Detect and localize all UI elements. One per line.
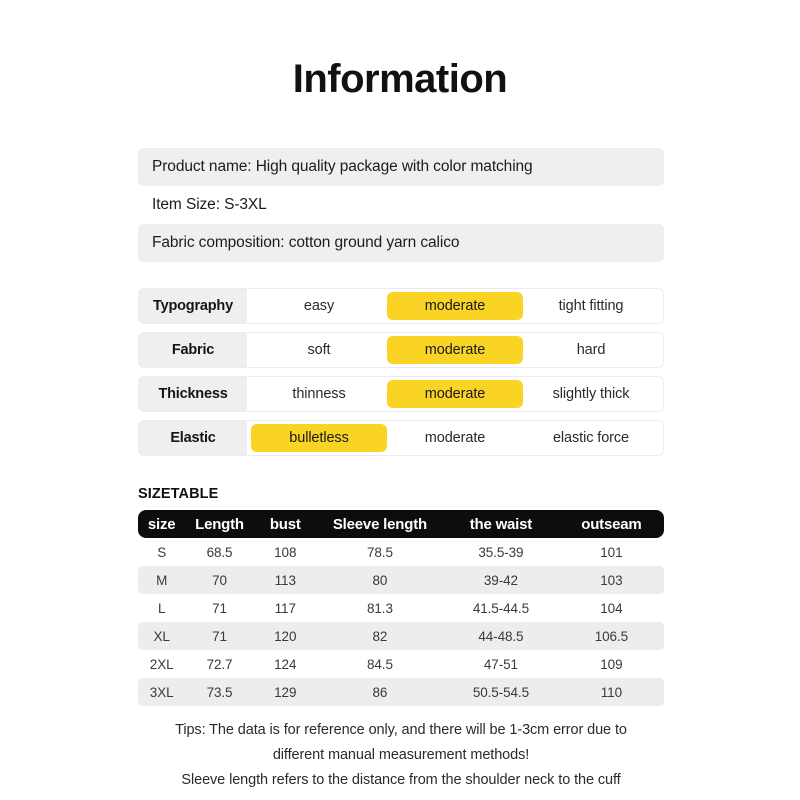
size-table-cell: 117 bbox=[274, 600, 296, 616]
size-table-cell: 124 bbox=[274, 656, 297, 672]
size-table-cell: 71 bbox=[212, 600, 227, 616]
tips-line: Tips: The data is for reference only, and there will be 1-3cm error due to bbox=[175, 722, 627, 738]
size-table-cell: 110 bbox=[559, 678, 664, 706]
size-table-cell: M bbox=[138, 566, 185, 594]
size-table-column-header: outseam bbox=[559, 510, 664, 538]
size-table-cell: 120 bbox=[254, 622, 317, 650]
size-table-cell: 47-51 bbox=[483, 656, 518, 672]
table-row bbox=[138, 594, 664, 622]
size-table-cell: 103 bbox=[559, 566, 664, 594]
attribute-row bbox=[138, 332, 664, 368]
attribute-row bbox=[138, 376, 664, 412]
size-table-cell: 101 bbox=[600, 544, 623, 560]
attribute-option[interactable]: elastic force bbox=[552, 430, 630, 446]
size-table-cell: 35.5-39 bbox=[478, 544, 524, 560]
size-table-cell: 68.5 bbox=[206, 544, 233, 560]
size-table-cell: 81.3 bbox=[366, 600, 393, 616]
attribute-option-selected[interactable]: moderate bbox=[387, 336, 523, 364]
tips-line: Sleeve length refers to the distance from the shoulder neck to the cuff bbox=[181, 771, 621, 788]
size-table-cell: 44-48.5 bbox=[443, 622, 559, 650]
product-info-block bbox=[138, 148, 664, 262]
attribute-option[interactable]: slightly thick bbox=[552, 386, 630, 402]
size-table-column-header: Length bbox=[185, 510, 253, 538]
size-table bbox=[138, 510, 664, 706]
size-table-cell: 82 bbox=[317, 622, 443, 650]
content-container bbox=[138, 148, 664, 793]
tips-line: different manual measurement methods! bbox=[272, 746, 530, 763]
size-table-cell: 71 bbox=[185, 622, 253, 650]
attribute-block bbox=[138, 288, 664, 456]
size-table-cell: 70 bbox=[185, 566, 253, 594]
table-row bbox=[138, 566, 664, 594]
attribute-label: Thickness bbox=[139, 377, 247, 411]
size-table-cell: 73.5 bbox=[185, 678, 253, 706]
page-title: Information bbox=[292, 57, 508, 101]
attribute-options bbox=[247, 289, 663, 323]
attribute-options bbox=[247, 333, 663, 367]
table-row bbox=[138, 650, 664, 678]
size-table-cell: 108 bbox=[274, 544, 297, 560]
size-table-cell: S bbox=[157, 544, 167, 560]
attribute-option[interactable]: moderate bbox=[424, 430, 486, 446]
attribute-option[interactable]: hard bbox=[576, 342, 606, 358]
attribute-option-selected[interactable]: bulletless bbox=[251, 424, 387, 452]
size-table-caption: SIZETABLE bbox=[138, 486, 219, 502]
attribute-row bbox=[138, 420, 664, 456]
size-table-head bbox=[138, 510, 664, 538]
size-table-cell: 86 bbox=[317, 678, 443, 706]
attribute-label: Typography bbox=[139, 289, 247, 323]
size-table-cell: 78.5 bbox=[366, 544, 393, 560]
size-table-cell: XL bbox=[138, 622, 185, 650]
size-table-column-header: size bbox=[138, 510, 185, 538]
size-table-cell: 109 bbox=[600, 656, 623, 672]
size-table-cell: 106.5 bbox=[559, 622, 664, 650]
size-table-cell: 50.5-54.5 bbox=[443, 678, 559, 706]
table-row bbox=[138, 538, 664, 566]
size-table-cell: 2XL bbox=[149, 656, 174, 672]
table-row bbox=[138, 678, 664, 706]
table-row bbox=[138, 622, 664, 650]
attribute-option[interactable]: thinness bbox=[292, 386, 346, 402]
attribute-row bbox=[138, 288, 664, 324]
size-table-column-header: the waist bbox=[443, 510, 559, 538]
size-table-column-header: bust bbox=[254, 510, 317, 538]
size-table-cell: 129 bbox=[254, 678, 317, 706]
product-info-row: Fabric composition: cotton ground yarn calico bbox=[138, 224, 664, 262]
attribute-option-selected[interactable]: moderate bbox=[387, 292, 523, 320]
size-table-cell: 72.7 bbox=[206, 656, 233, 672]
size-table-block bbox=[138, 486, 664, 706]
size-table-cell: 41.5-44.5 bbox=[472, 600, 529, 616]
attribute-label: Elastic bbox=[139, 421, 247, 455]
size-table-cell: 80 bbox=[317, 566, 443, 594]
size-table-column-header: Sleeve length bbox=[317, 510, 443, 538]
attribute-label: Fabric bbox=[139, 333, 247, 367]
product-info-row: Item Size: S-3XL bbox=[138, 186, 664, 224]
size-table-cell: L bbox=[157, 600, 166, 616]
size-table-cell: 84.5 bbox=[366, 656, 393, 672]
size-table-header-row bbox=[138, 510, 664, 538]
attribute-options bbox=[247, 377, 663, 411]
attribute-option[interactable]: tight fitting bbox=[558, 298, 624, 314]
size-table-cell: 39-42 bbox=[443, 566, 559, 594]
size-table-cell: 104 bbox=[600, 600, 623, 616]
size-table-cell: 113 bbox=[254, 566, 317, 594]
size-table-cell: 3XL bbox=[138, 678, 185, 706]
size-table-body bbox=[138, 538, 664, 706]
attribute-option[interactable]: easy bbox=[303, 298, 335, 314]
tips-block bbox=[138, 718, 664, 793]
attribute-options bbox=[247, 421, 663, 455]
attribute-option-selected[interactable]: moderate bbox=[387, 380, 523, 408]
product-info-row: Product name: High quality package with color matching bbox=[138, 148, 664, 186]
attribute-option[interactable]: soft bbox=[307, 342, 331, 358]
